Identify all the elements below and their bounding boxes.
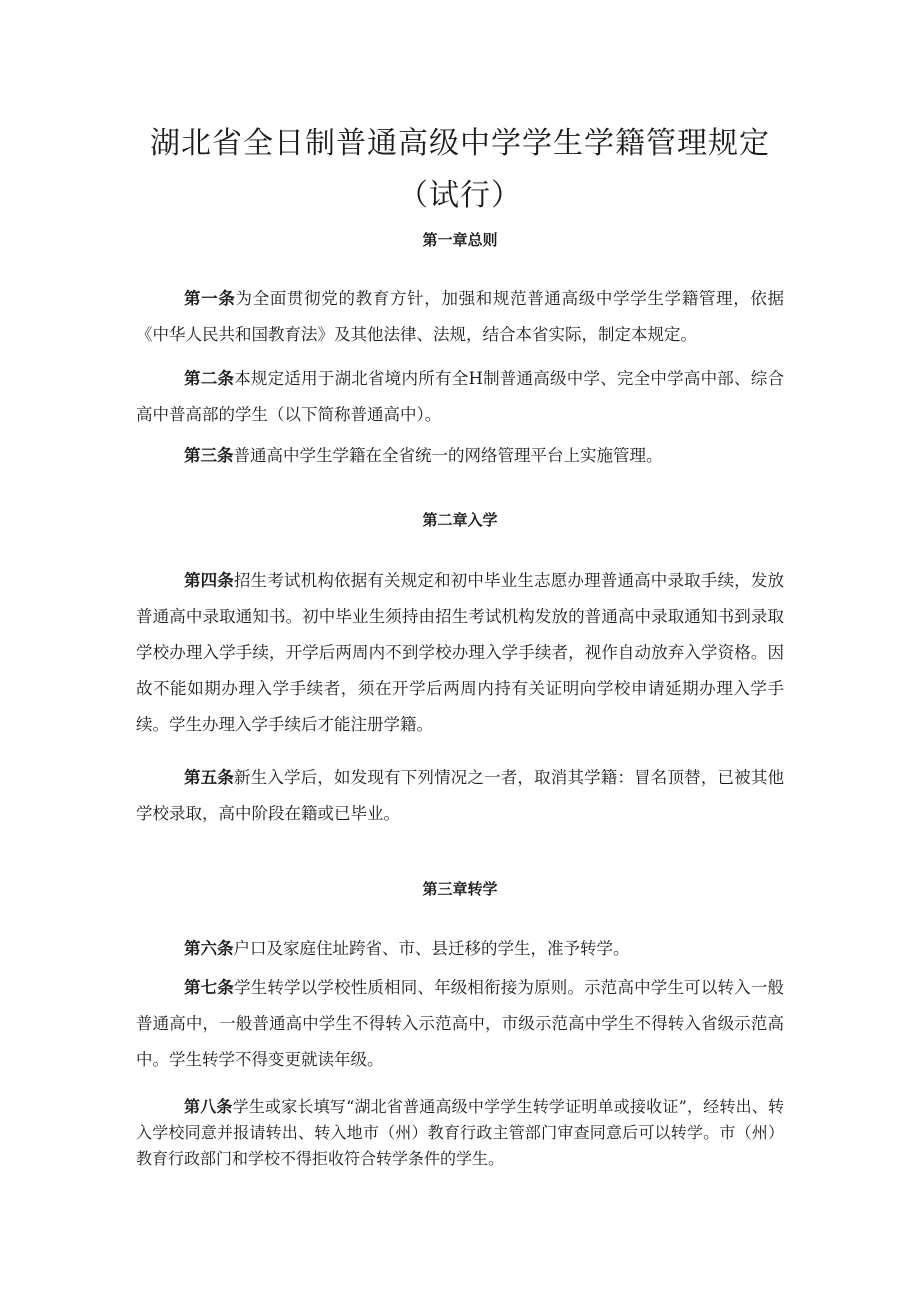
article-text: 学生或家长填写“湖北省普通高级中学学生转学证明单或接收证”，经转出、转入学校同意并报请转出、转入地市（州）教育行政主管部门审查同意后可以转学。市（州）教育行政部门和学校不得拒收符合转学条件的学生。 <box>136 1097 784 1168</box>
document-title: 湖北省全日制普通高级中学学生学籍管理规定 <box>150 126 770 161</box>
article-number: 第四条 <box>184 571 235 590</box>
article-number: 第一条 <box>184 289 236 308</box>
article-number: 第五条 <box>184 768 235 787</box>
article-number: 第三条 <box>184 446 234 465</box>
article-text: 招生考试机构依据有关规定和初中毕业生志愿办理普通高中录取手续，发放普通高中录取通知书。初中毕业生须持由招生考试机构发放的普通高中录取通知书到录取学校办理入学手续，开学后两周内不到学校办理入学手续者，视作自动放弃入学资格。因故不能如期办理入学手续者，须在开学后两周内持有关证明向学校申请延期办理入学手续。学生办理入学手续后才能注册学籍。 <box>136 571 785 734</box>
article-paragraph <box>136 438 784 474</box>
article-text: 学生转学以学校性质相同、年级相衔接为原则。示范高中学生可以转入一般普通高中，一般普通高中学生不得转入示范高中，市级示范高中学生不得转入省级示范高中。学生转学不得变更就读年级。 <box>136 978 785 1069</box>
chapter-heading: 第二章入学 <box>422 511 498 529</box>
article-paragraph <box>136 931 784 967</box>
article-text: 为全面贯彻党的教育方针，加强和规范普通高级中学学生学籍管理，依据《中华人民共和国教育法》及其他法律、法规，结合本省实际，制定本规定。 <box>136 289 785 344</box>
article-paragraph <box>136 563 784 743</box>
chapter-heading: 第三章转学 <box>422 880 498 898</box>
chapter-heading: 第一章总则 <box>422 231 498 249</box>
article-number: 第八条 <box>184 1097 233 1116</box>
article-paragraph <box>136 760 784 832</box>
article-paragraph <box>136 970 784 1078</box>
article-number: 第七条 <box>184 978 235 997</box>
article-number: 第二条 <box>184 369 235 388</box>
article-text: 普通高中学生学籍在全省统一的网络管理平台上实施管理。 <box>233 446 663 465</box>
article-paragraph <box>136 281 784 353</box>
article-paragraph <box>136 361 784 433</box>
article-text: 新生入学后，如发现有下列情况之一者，取消其学籍：冒名顶替，已被其他学校录取，高中阶段在籍或已毕业。 <box>136 768 785 823</box>
article-text: 户口及家庭住址跨省、市、县迁移的学生，准予转学。 <box>233 939 630 958</box>
article-text: 本规定适用于湖北省境内所有全H制普通高级中学、完全中学高中部、综合高中普高部的学生（以下简称普通高中）。 <box>136 369 785 424</box>
article-paragraph <box>136 1094 784 1172</box>
document-subtitle: （试行） <box>398 178 522 213</box>
article-number: 第六条 <box>184 939 234 958</box>
